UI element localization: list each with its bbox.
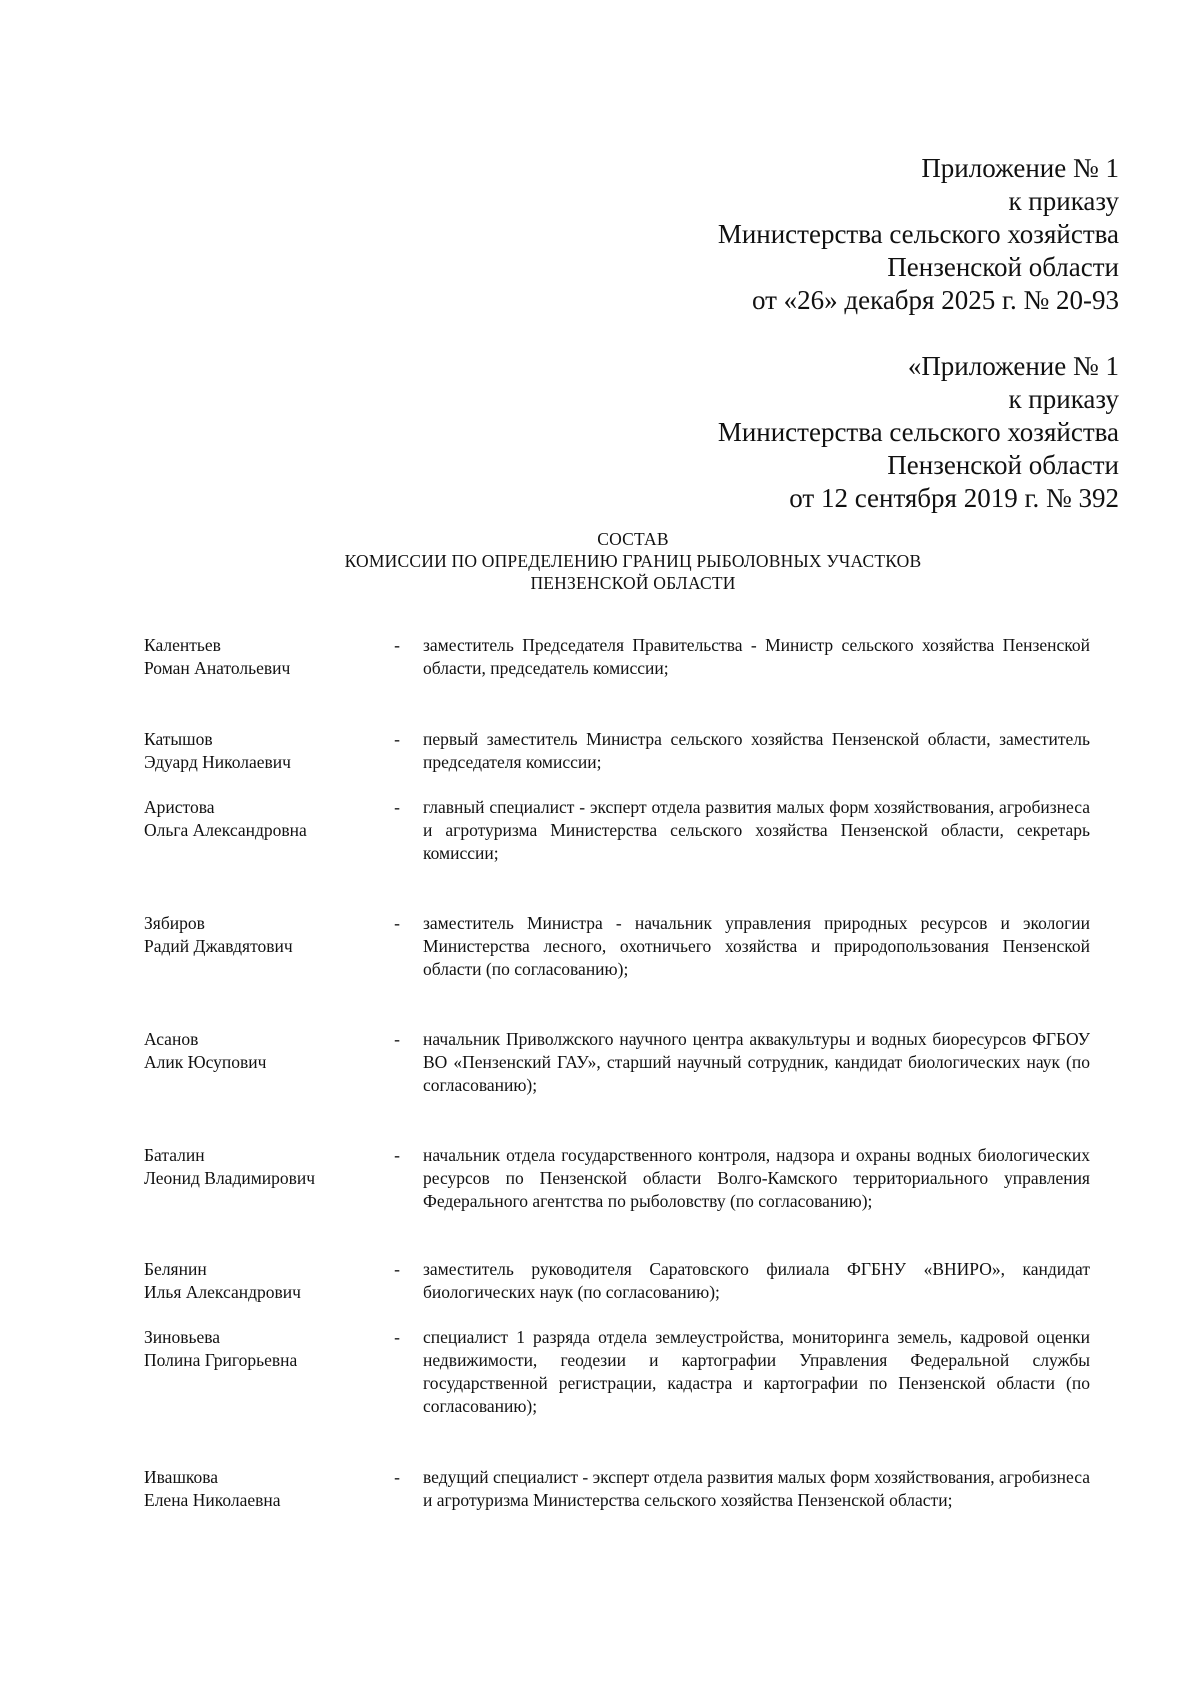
member-name [144,1258,379,1304]
approval-block-previous [718,350,1119,515]
member-surname: Зиновьева [144,1327,221,1347]
separator-dash: - [394,913,400,933]
member-given-name: Елена Николаевна [144,1490,281,1510]
member-name [144,1144,379,1190]
approval-line: Министерства сельского хозяйства [717,219,1119,249]
member-surname: Калентьев [144,635,221,655]
approval-line: Пензенской области [887,252,1119,282]
heading-line: ПЕНЗЕНСКОЙ ОБЛАСТИ [530,573,736,593]
separator-dash: - [394,1145,400,1165]
approval-line: к приказу [1008,384,1119,414]
approval-line: «Приложение № 1 [907,351,1119,381]
member-given-name: Радий Джавдятович [144,936,293,956]
member-name [144,1466,379,1512]
member-given-name: Роман Анатольевич [144,658,291,678]
approval-line: к приказу [1008,186,1119,216]
member-role: главный специалист - эксперт отдела развития малых форм хозяйствования, агробизнеса и агротуризма Министерства сельского хозяйства Пензенской области, секретарь комиссии; [423,797,1090,863]
member-given-name: Илья Александрович [144,1282,301,1302]
approval-order-date: от 12 сентября 2019 г. № 392 [789,483,1119,513]
member-name [144,728,379,774]
member-role: первый заместитель Министра сельского хозяйства Пензенской области, заместитель председателя комиссии; [423,729,1090,772]
approval-order-date: от «26» декабря 2025 г. № 20-93 [751,285,1119,315]
member-role: заместитель Председателя Правительства - Министр сельского хозяйства Пензенской области, председатель комиссии; [423,635,1090,678]
member-given-name: Эдуард Николаевич [144,752,291,772]
member-given-name: Алик Юсупович [144,1052,267,1072]
approval-block-current [718,152,1119,317]
approval-line: Пензенской области [887,450,1119,480]
member-role: специалист 1 разряда отдела землеустройства, мониторинга земель, кадровой оценки недвижимости, геодезии и картографии Управления Федеральной службы государственной регистрации, кадастра и картографии по Пензенской области (по согласованию); [423,1327,1090,1416]
member-role: начальник отдела государственного контроля, надзора и охраны водных биологических ресурсов по Пензенской области Волго-Камского территориального управления Федерального агентства по рыболовству (по согласованию); [423,1145,1090,1211]
separator-dash: - [394,729,400,749]
separator-dash: - [394,1029,400,1049]
heading-line: КОМИССИИ ПО ОПРЕДЕЛЕНИЮ ГРАНИЦ РЫБОЛОВНЫХ УЧАСТКОВ [344,551,922,571]
member-given-name: Полина Григорьевна [144,1350,298,1370]
separator-dash: - [394,797,400,817]
heading-title: СОСТАВ [597,529,669,549]
separator-dash: - [394,1259,400,1279]
approval-line: Министерства сельского хозяйства [717,417,1119,447]
member-role: заместитель руководителя Саратовского филиала ФГБНУ «ВНИРО», кандидат биологических наук (по согласованию); [423,1259,1090,1302]
member-name [144,796,379,842]
member-surname: Зябиров [144,913,205,933]
member-given-name: Ольга Александровна [144,820,307,840]
member-role: начальник Приволжского научного центра аквакультуры и водных биоресурсов ФГБОУ ВО «Пензенский ГАУ», старший научный сотрудник, кандидат биологических наук (по согласованию); [423,1029,1090,1095]
member-role: ведущий специалист - эксперт отдела развития малых форм хозяйствования, агробизнеса и агротуризма Министерства сельского хозяйства Пензенской области; [423,1467,1090,1510]
separator-dash: - [394,1467,400,1487]
member-surname: Катышов [144,729,213,749]
member-name [144,1028,379,1074]
member-role: заместитель Министра - начальник управления природных ресурсов и экологии Министерства лесного, охотничьего хозяйства и природопользования Пензенской области (по согласованию); [423,913,1090,979]
member-given-name: Леонид Владимирович [144,1168,316,1188]
member-name [144,912,379,958]
separator-dash: - [394,635,400,655]
member-name [144,1326,379,1372]
member-surname: Асанов [144,1029,199,1049]
document-heading [0,528,1200,594]
member-surname: Белянин [144,1259,207,1279]
approval-line: Приложение № 1 [921,153,1119,183]
separator-dash: - [394,1327,400,1347]
member-surname: Баталин [144,1145,205,1165]
member-surname: Аристова [144,797,215,817]
member-name [144,634,379,680]
member-surname: Ивашкова [144,1467,219,1487]
